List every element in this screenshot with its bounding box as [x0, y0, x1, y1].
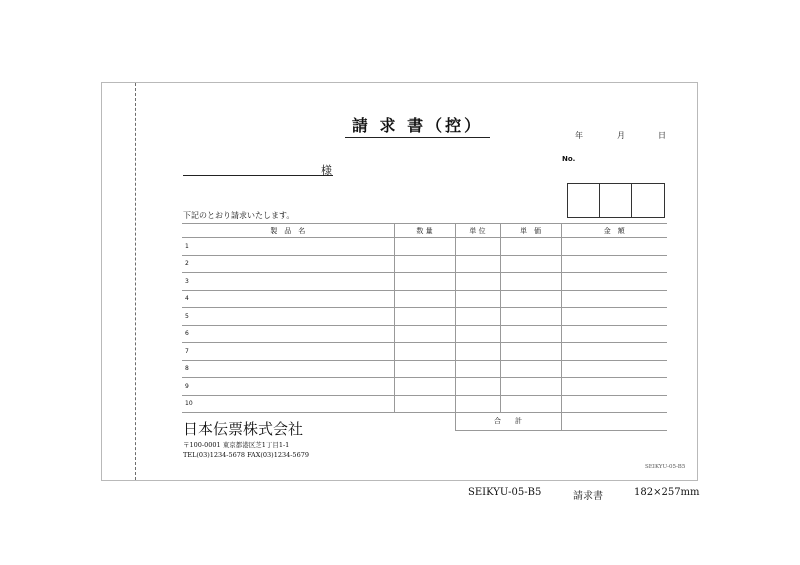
table-body: [182, 238, 667, 431]
date-day-label: 日: [658, 131, 666, 140]
quantity-cell[interactable]: [394, 290, 455, 308]
table-row: [182, 290, 667, 308]
amount-cell[interactable]: [561, 290, 667, 308]
unit-cell[interactable]: [455, 395, 500, 413]
company-address: 〒100-0001 東京都港区芝1丁目1-1: [183, 441, 290, 449]
unit-price-cell[interactable]: [500, 325, 561, 343]
perforation-line: [135, 83, 136, 480]
number-box[interactable]: [600, 184, 632, 217]
row-number: 4: [182, 290, 394, 308]
table-row: [182, 395, 667, 413]
table-row: [182, 273, 667, 291]
row-number: 10: [182, 395, 394, 413]
unit-cell[interactable]: [455, 255, 500, 273]
unit-price-cell[interactable]: [500, 395, 561, 413]
table-row: [182, 238, 667, 256]
unit-cell[interactable]: [455, 343, 500, 361]
form-title: 請 求 書（控）: [345, 113, 490, 138]
row-number: 7: [182, 343, 394, 361]
row-number: 8: [182, 360, 394, 378]
quantity-cell[interactable]: [394, 255, 455, 273]
column-header-unit: 単 位: [455, 224, 500, 238]
quantity-cell[interactable]: [394, 343, 455, 361]
table-row: [182, 343, 667, 361]
unit-price-cell[interactable]: [500, 238, 561, 256]
quantity-cell[interactable]: [394, 238, 455, 256]
caption-code: SEIKYU-05-B5: [468, 487, 542, 498]
company-phone: TEL(03)1234-5678 FAX(03)1234-5679: [183, 451, 309, 459]
number-boxes: [567, 183, 665, 218]
number-label: No.: [562, 155, 576, 163]
unit-cell[interactable]: [455, 238, 500, 256]
unit-cell[interactable]: [455, 290, 500, 308]
amount-cell[interactable]: [561, 360, 667, 378]
amount-cell[interactable]: [561, 255, 667, 273]
date-month-label: 月: [617, 131, 625, 140]
unit-price-cell[interactable]: [500, 273, 561, 291]
total-amount-cell[interactable]: [561, 413, 667, 431]
amount-cell[interactable]: [561, 308, 667, 326]
invoice-form: [101, 82, 698, 481]
amount-cell[interactable]: [561, 273, 667, 291]
unit-cell[interactable]: [455, 273, 500, 291]
column-header-product: 製 品 名: [182, 224, 394, 238]
caption-size: 182×257mm: [634, 487, 700, 498]
items-table: [182, 223, 667, 431]
quantity-cell[interactable]: [394, 325, 455, 343]
recipient-field[interactable]: [183, 175, 333, 176]
quantity-cell[interactable]: [394, 308, 455, 326]
quantity-cell[interactable]: [394, 273, 455, 291]
table-row: [182, 255, 667, 273]
amount-cell[interactable]: [561, 238, 667, 256]
row-number: 9: [182, 378, 394, 396]
column-header-amount: 金 額: [561, 224, 667, 238]
quantity-cell[interactable]: [394, 378, 455, 396]
amount-cell[interactable]: [561, 343, 667, 361]
form-code: SEIKYU-05-B5: [645, 464, 686, 470]
amount-cell[interactable]: [561, 395, 667, 413]
company-name: 日本伝票株式会社: [183, 420, 304, 438]
amount-cell[interactable]: [561, 378, 667, 396]
row-number: 6: [182, 325, 394, 343]
column-header-unit-price: 単 価: [500, 224, 561, 238]
row-number: 5: [182, 308, 394, 326]
intro-text: 下記のとおり請求いたします。: [183, 211, 295, 220]
unit-cell[interactable]: [455, 308, 500, 326]
column-header-quantity: 数 量: [394, 224, 455, 238]
unit-price-cell[interactable]: [500, 255, 561, 273]
number-box[interactable]: [568, 184, 600, 217]
table-row: [182, 360, 667, 378]
unit-price-cell[interactable]: [500, 343, 561, 361]
unit-price-cell[interactable]: [500, 308, 561, 326]
table-row: [182, 325, 667, 343]
unit-cell[interactable]: [455, 360, 500, 378]
row-number: 1: [182, 238, 394, 256]
unit-price-cell[interactable]: [500, 360, 561, 378]
row-number: 3: [182, 273, 394, 291]
caption-name: 請求書: [573, 491, 603, 502]
date-year-label: 年: [575, 131, 583, 140]
total-label: 合 計: [455, 413, 561, 431]
unit-cell[interactable]: [455, 325, 500, 343]
unit-price-cell[interactable]: [500, 378, 561, 396]
number-box[interactable]: [632, 184, 664, 217]
table-header: [182, 224, 667, 238]
quantity-cell[interactable]: [394, 395, 455, 413]
table-row: [182, 308, 667, 326]
table-row: [182, 378, 667, 396]
recipient-suffix: 様: [321, 164, 332, 177]
unit-cell[interactable]: [455, 378, 500, 396]
row-number: 2: [182, 255, 394, 273]
quantity-cell[interactable]: [394, 360, 455, 378]
unit-price-cell[interactable]: [500, 290, 561, 308]
amount-cell[interactable]: [561, 325, 667, 343]
